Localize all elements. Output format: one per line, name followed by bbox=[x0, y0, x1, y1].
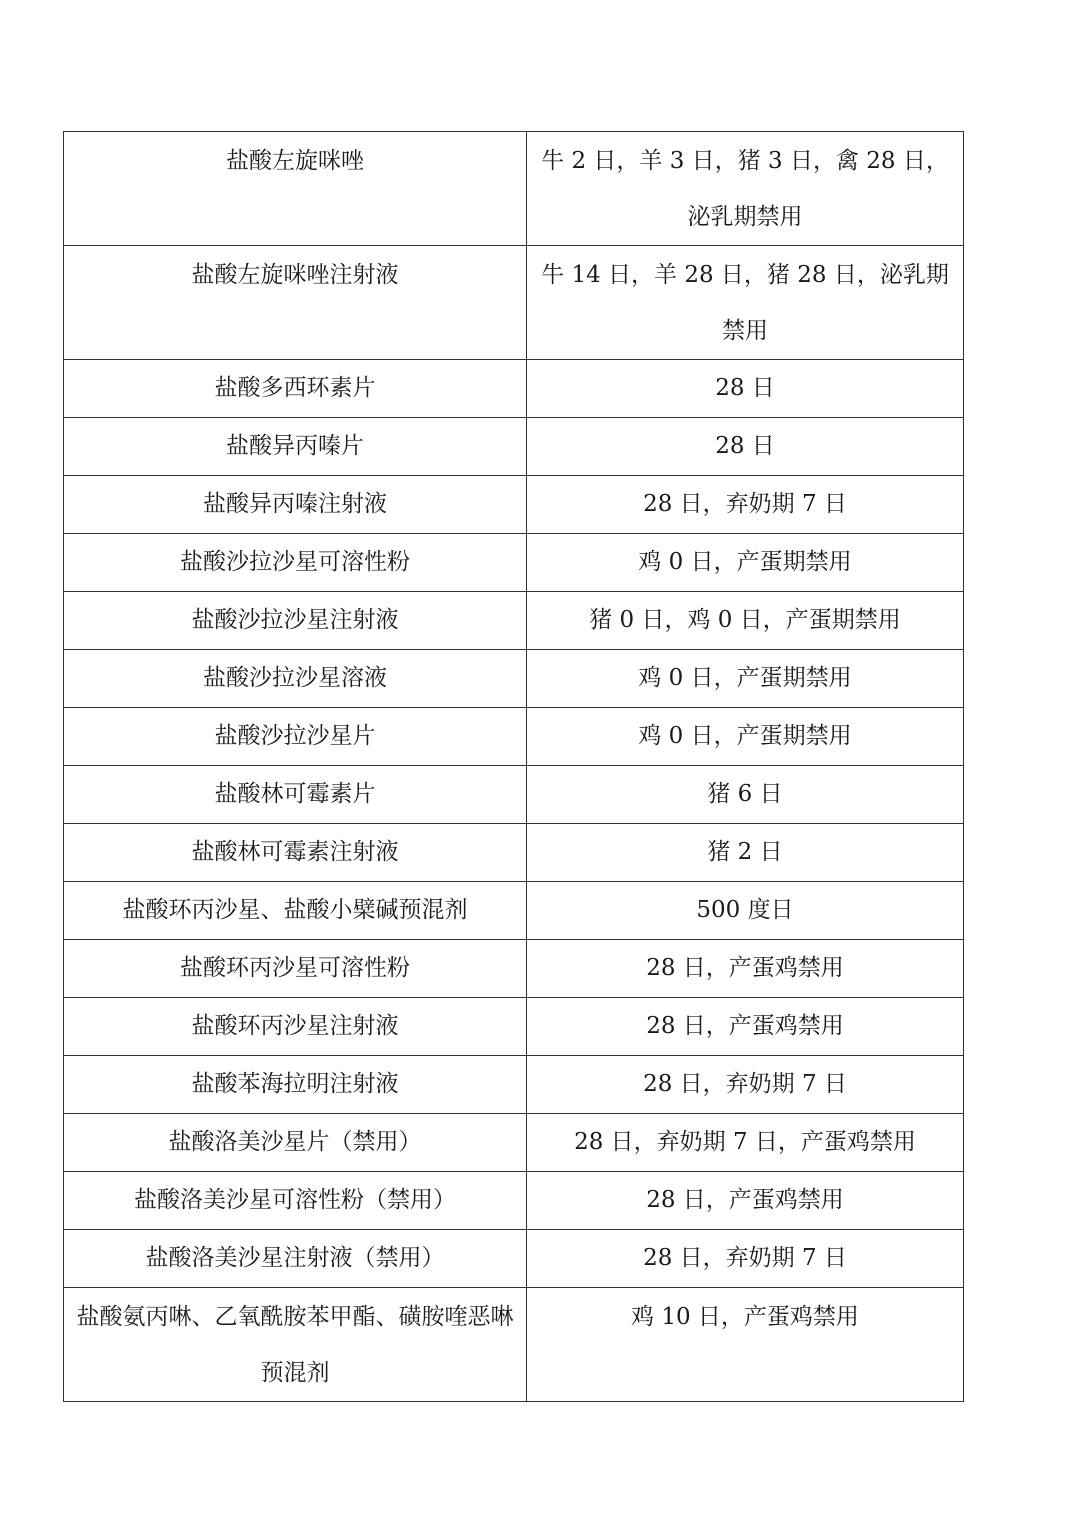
drug-name-cell: 盐酸沙拉沙星注射液 bbox=[64, 592, 527, 650]
drug-name-cell: 盐酸环丙沙星、盐酸小檗碱预混剂 bbox=[64, 882, 527, 940]
table-row bbox=[64, 766, 964, 824]
table-row bbox=[64, 360, 964, 418]
drug-name-cell: 盐酸沙拉沙星片 bbox=[64, 708, 527, 766]
withdrawal-period-table bbox=[63, 131, 964, 1402]
withdrawal-period-cell: 牛 2 日，羊 3 日，猪 3 日，禽 28 日，泌乳期禁用 bbox=[527, 132, 964, 246]
table-row bbox=[64, 476, 964, 534]
withdrawal-period-cell: 28 日，弃奶期 7 日 bbox=[527, 476, 964, 534]
drug-name-cell: 盐酸左旋咪唑注射液 bbox=[64, 246, 527, 360]
drug-name-cell: 盐酸林可霉素片 bbox=[64, 766, 527, 824]
table-row bbox=[64, 132, 964, 246]
drug-name-cell: 盐酸沙拉沙星溶液 bbox=[64, 650, 527, 708]
withdrawal-period-cell: 鸡 0 日，产蛋期禁用 bbox=[527, 650, 964, 708]
table-row bbox=[64, 246, 964, 360]
withdrawal-period-cell: 28 日，产蛋鸡禁用 bbox=[527, 1172, 964, 1230]
drug-name-cell: 盐酸异丙嗪片 bbox=[64, 418, 527, 476]
table-row bbox=[64, 998, 964, 1056]
table-row bbox=[64, 1288, 964, 1402]
drug-name-cell: 盐酸氨丙啉、乙氧酰胺苯甲酯、磺胺喹恶啉预混剂 bbox=[64, 1288, 527, 1402]
drug-name-cell: 盐酸洛美沙星注射液（禁用） bbox=[64, 1230, 527, 1288]
withdrawal-period-cell: 28 日 bbox=[527, 360, 964, 418]
withdrawal-period-cell: 鸡 0 日，产蛋期禁用 bbox=[527, 534, 964, 592]
table-row bbox=[64, 708, 964, 766]
drug-name-cell: 盐酸环丙沙星注射液 bbox=[64, 998, 527, 1056]
drug-name-cell: 盐酸苯海拉明注射液 bbox=[64, 1056, 527, 1114]
table-row bbox=[64, 1230, 964, 1288]
withdrawal-period-cell: 28 日 bbox=[527, 418, 964, 476]
drug-name-cell: 盐酸异丙嗪注射液 bbox=[64, 476, 527, 534]
table-row bbox=[64, 940, 964, 998]
table-row bbox=[64, 418, 964, 476]
withdrawal-period-cell: 28 日，弃奶期 7 日，产蛋鸡禁用 bbox=[527, 1114, 964, 1172]
withdrawal-period-cell: 鸡 0 日，产蛋期禁用 bbox=[527, 708, 964, 766]
table-row bbox=[64, 882, 964, 940]
table-row bbox=[64, 592, 964, 650]
withdrawal-period-cell: 28 日，弃奶期 7 日 bbox=[527, 1230, 964, 1288]
withdrawal-period-cell: 500 度日 bbox=[527, 882, 964, 940]
table-row bbox=[64, 1172, 964, 1230]
withdrawal-period-cell: 28 日，产蛋鸡禁用 bbox=[527, 940, 964, 998]
withdrawal-period-cell: 28 日，产蛋鸡禁用 bbox=[527, 998, 964, 1056]
drug-name-cell: 盐酸洛美沙星片（禁用） bbox=[64, 1114, 527, 1172]
drug-name-cell: 盐酸林可霉素注射液 bbox=[64, 824, 527, 882]
table-row bbox=[64, 1056, 964, 1114]
withdrawal-period-cell: 28 日，弃奶期 7 日 bbox=[527, 1056, 964, 1114]
drug-name-cell: 盐酸沙拉沙星可溶性粉 bbox=[64, 534, 527, 592]
withdrawal-period-cell: 猪 2 日 bbox=[527, 824, 964, 882]
table-row bbox=[64, 824, 964, 882]
withdrawal-period-cell: 猪 0 日，鸡 0 日，产蛋期禁用 bbox=[527, 592, 964, 650]
drug-name-cell: 盐酸左旋咪唑 bbox=[64, 132, 527, 246]
table-row bbox=[64, 534, 964, 592]
drug-name-cell: 盐酸洛美沙星可溶性粉（禁用） bbox=[64, 1172, 527, 1230]
withdrawal-period-cell: 牛 14 日，羊 28 日，猪 28 日，泌乳期禁用 bbox=[527, 246, 964, 360]
table-row bbox=[64, 1114, 964, 1172]
withdrawal-period-cell: 鸡 10 日，产蛋鸡禁用 bbox=[527, 1288, 964, 1402]
drug-name-cell: 盐酸多西环素片 bbox=[64, 360, 527, 418]
withdrawal-period-cell: 猪 6 日 bbox=[527, 766, 964, 824]
drug-name-cell: 盐酸环丙沙星可溶性粉 bbox=[64, 940, 527, 998]
table-row bbox=[64, 650, 964, 708]
